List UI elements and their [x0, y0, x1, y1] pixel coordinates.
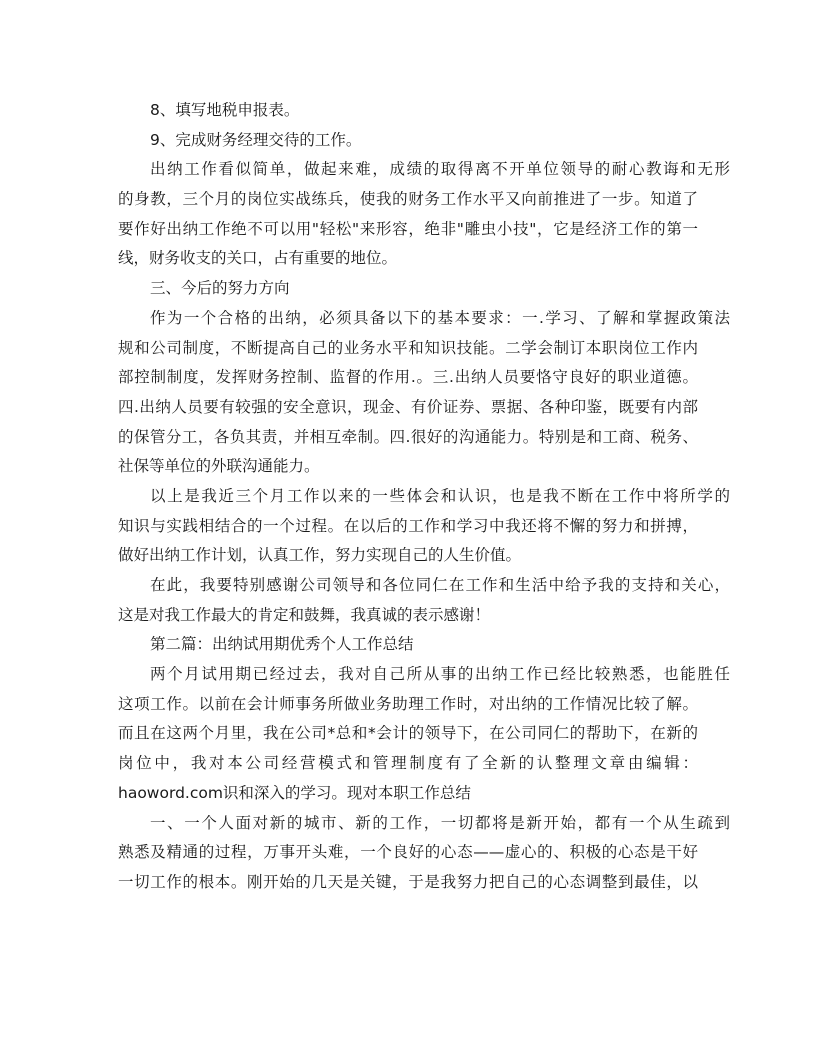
paragraph-line: 在此，我要特别感谢公司领导和各位同仁在工作和生活中给予我的支持和关心， [150, 576, 730, 594]
list-item-9: 9、完成财务经理交待的工作。 [150, 130, 362, 149]
paragraph-line: 一、一个人面对新的城市、新的工作，一切都将是新开始，都有一个从生疏到 [150, 813, 730, 832]
paragraph-line: haoword.com识和深入的学习。现对本职工作总结 [118, 783, 471, 802]
paragraph-line: 岗位中，我对本公司经营模式和管理制度有了全新的认整理文章由编辑： [118, 754, 698, 773]
paragraph-line: 作为一个合格的出纳，必须具备以下的基本要求：一.学习、了解和掌握政策法 [150, 308, 730, 327]
section-heading: 第二篇：出纳试用期优秀个人工作总结 [150, 635, 414, 654]
paragraph-line: 而且在这两个月里，我在公司*总和*会计的领导下，在公司同仁的帮助下，在新的 [118, 724, 698, 743]
paragraph-line: 出纳工作看似简单，做起来难，成绩的取得离不开单位领导的耐心教诲和无形 [150, 160, 730, 179]
paragraph-line: 两个月试用期已经过去，我对自己所从事的出纳工作已经比较熟悉，也能胜任 [150, 665, 730, 684]
paragraph-line: 这项工作。以前在会计师事务所做业务助理工作时，对出纳的工作情况比较了解。 [118, 694, 698, 713]
paragraph-line: 线，财务收支的关口，占有重要的地位。 [118, 249, 398, 268]
paragraph-line: 以上是我近三个月工作以来的一些体会和认识，也是我不断在工作中将所学的 [150, 486, 730, 505]
document-body [118, 96, 730, 898]
paragraph-line: 要作好出纳工作绝不可以用"轻松"来形容，绝非"雕虫小技"，它是经济工作的第一 [118, 219, 698, 238]
paragraph-line: 规和公司制度，不断提高自己的业务水平和知识技能。二学会制订本职岗位工作内 [118, 338, 698, 357]
paragraph-line: 的保管分工，各负其责，并相互牵制。四.很好的沟通能力。特别是和工商、税务、 [118, 427, 698, 446]
paragraph-line: 一切工作的根本。刚开始的几天是关键，于是我努力把自己的心态调整到最佳，以 [118, 872, 698, 891]
paragraph-line: 部控制制度，发挥财务控制、监督的作用.。三.出纳人员要恪守良好的职业道德。 [118, 368, 698, 387]
list-item-8: 8、填写地税申报表。 [150, 101, 300, 119]
paragraph-line: 做好出纳工作计划，认真工作，努力实现自己的人生价值。 [118, 546, 522, 565]
paragraph-line: 这是对我工作最大的肯定和鼓舞，我真诚的表示感谢！ [118, 605, 491, 624]
paragraph-line: 四.出纳人员要有较强的安全意识，现金、有价证券、票据、各种印鉴，既要有内部 [118, 397, 698, 416]
paragraph-line: 熟悉及精通的过程，万事开头难，一个良好的心态——虚心的、积极的心态是干好 [118, 843, 698, 862]
paragraph-line: 知识与实践相结合的一个过程。在以后的工作和学习中我还将不懈的努力和拼搏， [118, 516, 698, 535]
paragraph-line: 的身教，三个月的岗位实战练兵，使我的财务工作水平又向前推进了一步。知道了 [118, 190, 698, 209]
section-heading: 三、今后的努力方向 [150, 279, 290, 298]
paragraph-line: 社保等单位的外联沟通能力。 [118, 457, 320, 476]
